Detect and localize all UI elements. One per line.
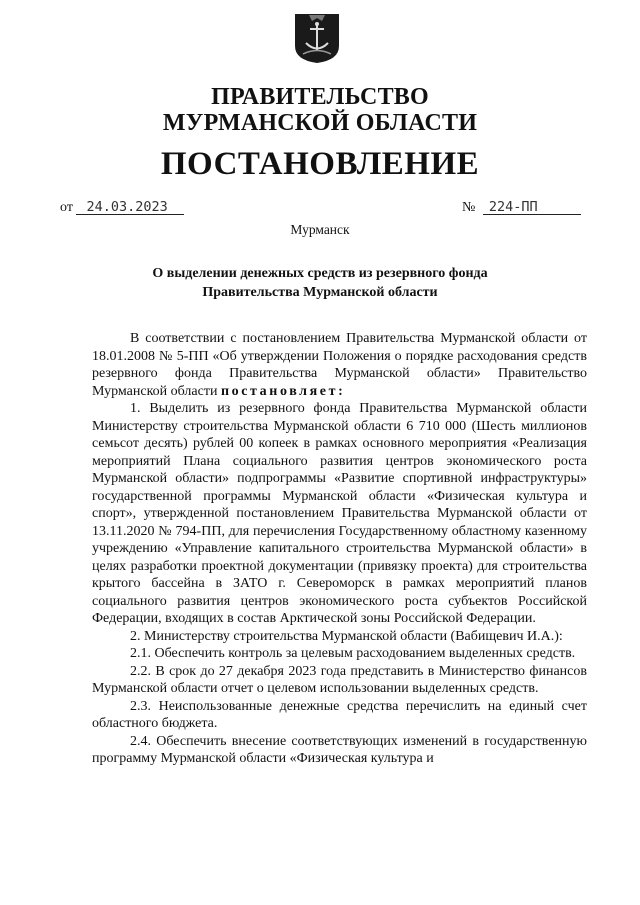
number-label: №	[462, 200, 476, 215]
number-line	[462, 200, 581, 216]
document-title	[0, 264, 640, 302]
date-label: от	[60, 200, 73, 215]
title-line-2: Правительства Мурманской области	[202, 285, 438, 300]
intro-paragraph	[92, 330, 587, 400]
coat-of-arms-icon	[293, 12, 341, 64]
org-line-2: МУРМАНСКОЙ ОБЛАСТИ	[162, 110, 478, 136]
paragraph-2-1: 2.1. Обеспечить контроль за целевым расходованием выделенных средств.	[130, 646, 576, 661]
date-line	[60, 200, 184, 216]
intro-text: В соответствии с постановлением Правительства Мурманской области от 18.01.2008 № 5-ПП «Об утверждении Положения о порядке расходования средств резервного фонда Правительства Мурманской области» Правительство Мурманской области	[92, 331, 587, 399]
number-value: 224-ПП	[483, 200, 581, 215]
paragraph-2: 2. Министерству строительства Мурманской области (Вабищевич И.А.):	[130, 628, 563, 644]
city: Мурманск	[290, 222, 350, 237]
paragraph-2-2: 2.2. В срок до 27 декабря 2023 года представить в Министерство финансов Мурманской области отчет о целевом использовании выделенных средств.	[92, 663, 587, 696]
org-line-1: ПРАВИТЕЛЬСТВО	[211, 84, 429, 110]
paragraph-1: 1. Выделить из резервного фонда Правительства Мурманской области Министерству строительства Мурманской области 6 710 000 (Шесть миллионов семьсот десять) рублей 00 копеек в рамках основного мероприятия «Реализация мероприятий Плана социального развития центров экономического роста Мурманской области» подпрограммы «Развитие спортивной инфраструктуры» государственной программы Мурманской области «Физическая культура и спорт», утвержденной постановлением Правительства Мурманской области от 13.11.2020 № 794-ПП, для перечисления Государственному областному казенному учреждению «Управление капитального строительства Мурманской области» в целях разработки проектной документации (привязку проекта) для строительства крытого бассейна в ЗАТО г. Североморск в рамках мероприятий планов социального развития центров экономического роста субъектов Российской Федерации, входящих в состав Арктической зоны Российской Федерации.	[92, 401, 587, 626]
paragraph-2-3: 2.3. Неиспользованные денежные средства перечислить на единый счет областного бюджета.	[92, 698, 587, 731]
paragraph-2-4: 2.4. Обеспечить внесение соответствующих изменений в государственную программу Мурманской области «Физическая культура и	[92, 733, 587, 766]
date-value: 24.03.2023	[76, 200, 184, 215]
title-line-1: О выделении денежных средств из резервного фонда	[152, 266, 488, 281]
document-type: ПОСТАНОВЛЕНИЕ	[160, 146, 480, 182]
organization-name	[0, 84, 640, 136]
document-body	[92, 330, 587, 768]
decree-word: постановляет:	[220, 383, 346, 399]
